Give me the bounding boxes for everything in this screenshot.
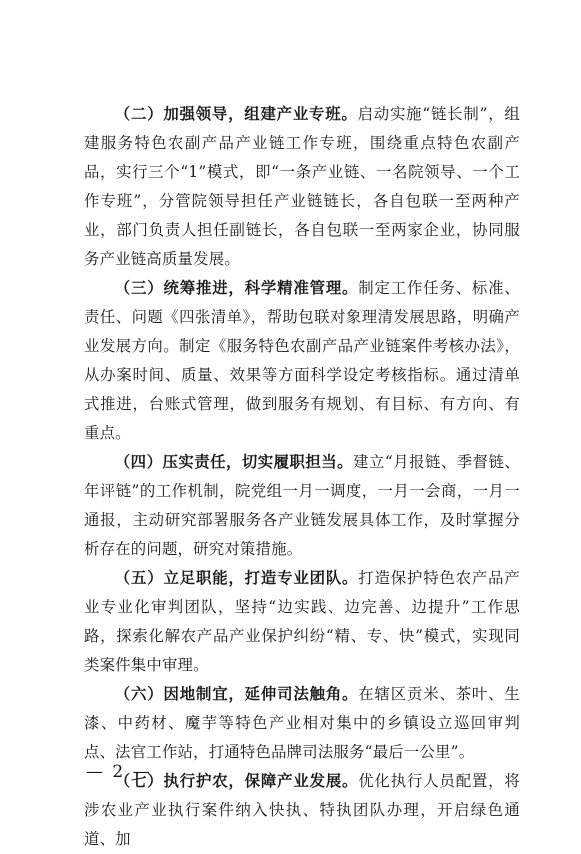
paragraph-heading: （四）压实责任，切实履职担当。 (114, 453, 354, 471)
paragraph-2 (84, 100, 520, 274)
paragraph-heading: （七）执行护农，保障产业发展。 (114, 772, 359, 790)
paragraph-6 (84, 680, 520, 767)
paragraph-heading: （三）统筹推进，科学精准管理。 (114, 279, 359, 297)
paragraph-heading: （五）立足职能，打造专业团队。 (114, 569, 359, 587)
paragraph-text: 打造保护特色农产品产业专业化审判团队，坚持“边实践、边完善、边提升”工作思路，探索化解农产品产业保护纠纷“精、专、快”模式，实现同类案件集中审理。 (84, 569, 520, 674)
paragraph-3 (84, 274, 520, 448)
paragraph-text: 启动实施“链长制”，组建服务特色农副产品产业链工作专班，围绕重点特色农副产品，实行三个“1”模式，即“一条产业链、一名院领导、一个工作专班”，分管院领导担任产业链链长，各自包联一至两种产业，部门负责人担任副链长，各自包联一至两家企业，协同服务产业链高质量发展。 (84, 105, 520, 268)
paragraph-4 (84, 448, 520, 564)
paragraph-text: 建立“月报链、季督链、年评链”的工作机制，院党组一月一调度，一月一会商，一月一通报，主动研究部署服务各产业链发展具体工作，及时掌握分析存在的问题，研究对策措施。 (84, 453, 520, 558)
paragraph-text: 制定工作任务、标准、责任、问题《四张清单》，帮助包联对象理清发展思路，明确产业发展方向。制定《服务特色农副产品产业链案件考核办法》，从办案时间、质量、效果等方面科学设定考核指标。通过清单式推进，台账式管理，做到服务有规划、有目标、有方向、有重点。 (84, 279, 520, 442)
document-body (84, 100, 520, 854)
paragraph-text: 在辖区贡米、茶叶、生漆、中药材、魔芋等特色产业相对集中的乡镇设立巡回审判点、法官工作站，打通特色品牌司法服务“最后一公里”。 (84, 685, 520, 761)
paragraph-heading: （二）加强领导，组建产业专班。 (114, 105, 358, 123)
paragraph-text: 优化执行人员配置，将涉农业产业执行案件纳入快执、特执团队办理，开启绿色通道、加 (84, 772, 520, 848)
paragraph-heading: （六）因地制宜，延伸司法触角。 (114, 685, 359, 703)
page-number: — 2 — (86, 762, 152, 782)
paragraph-5 (84, 564, 520, 680)
